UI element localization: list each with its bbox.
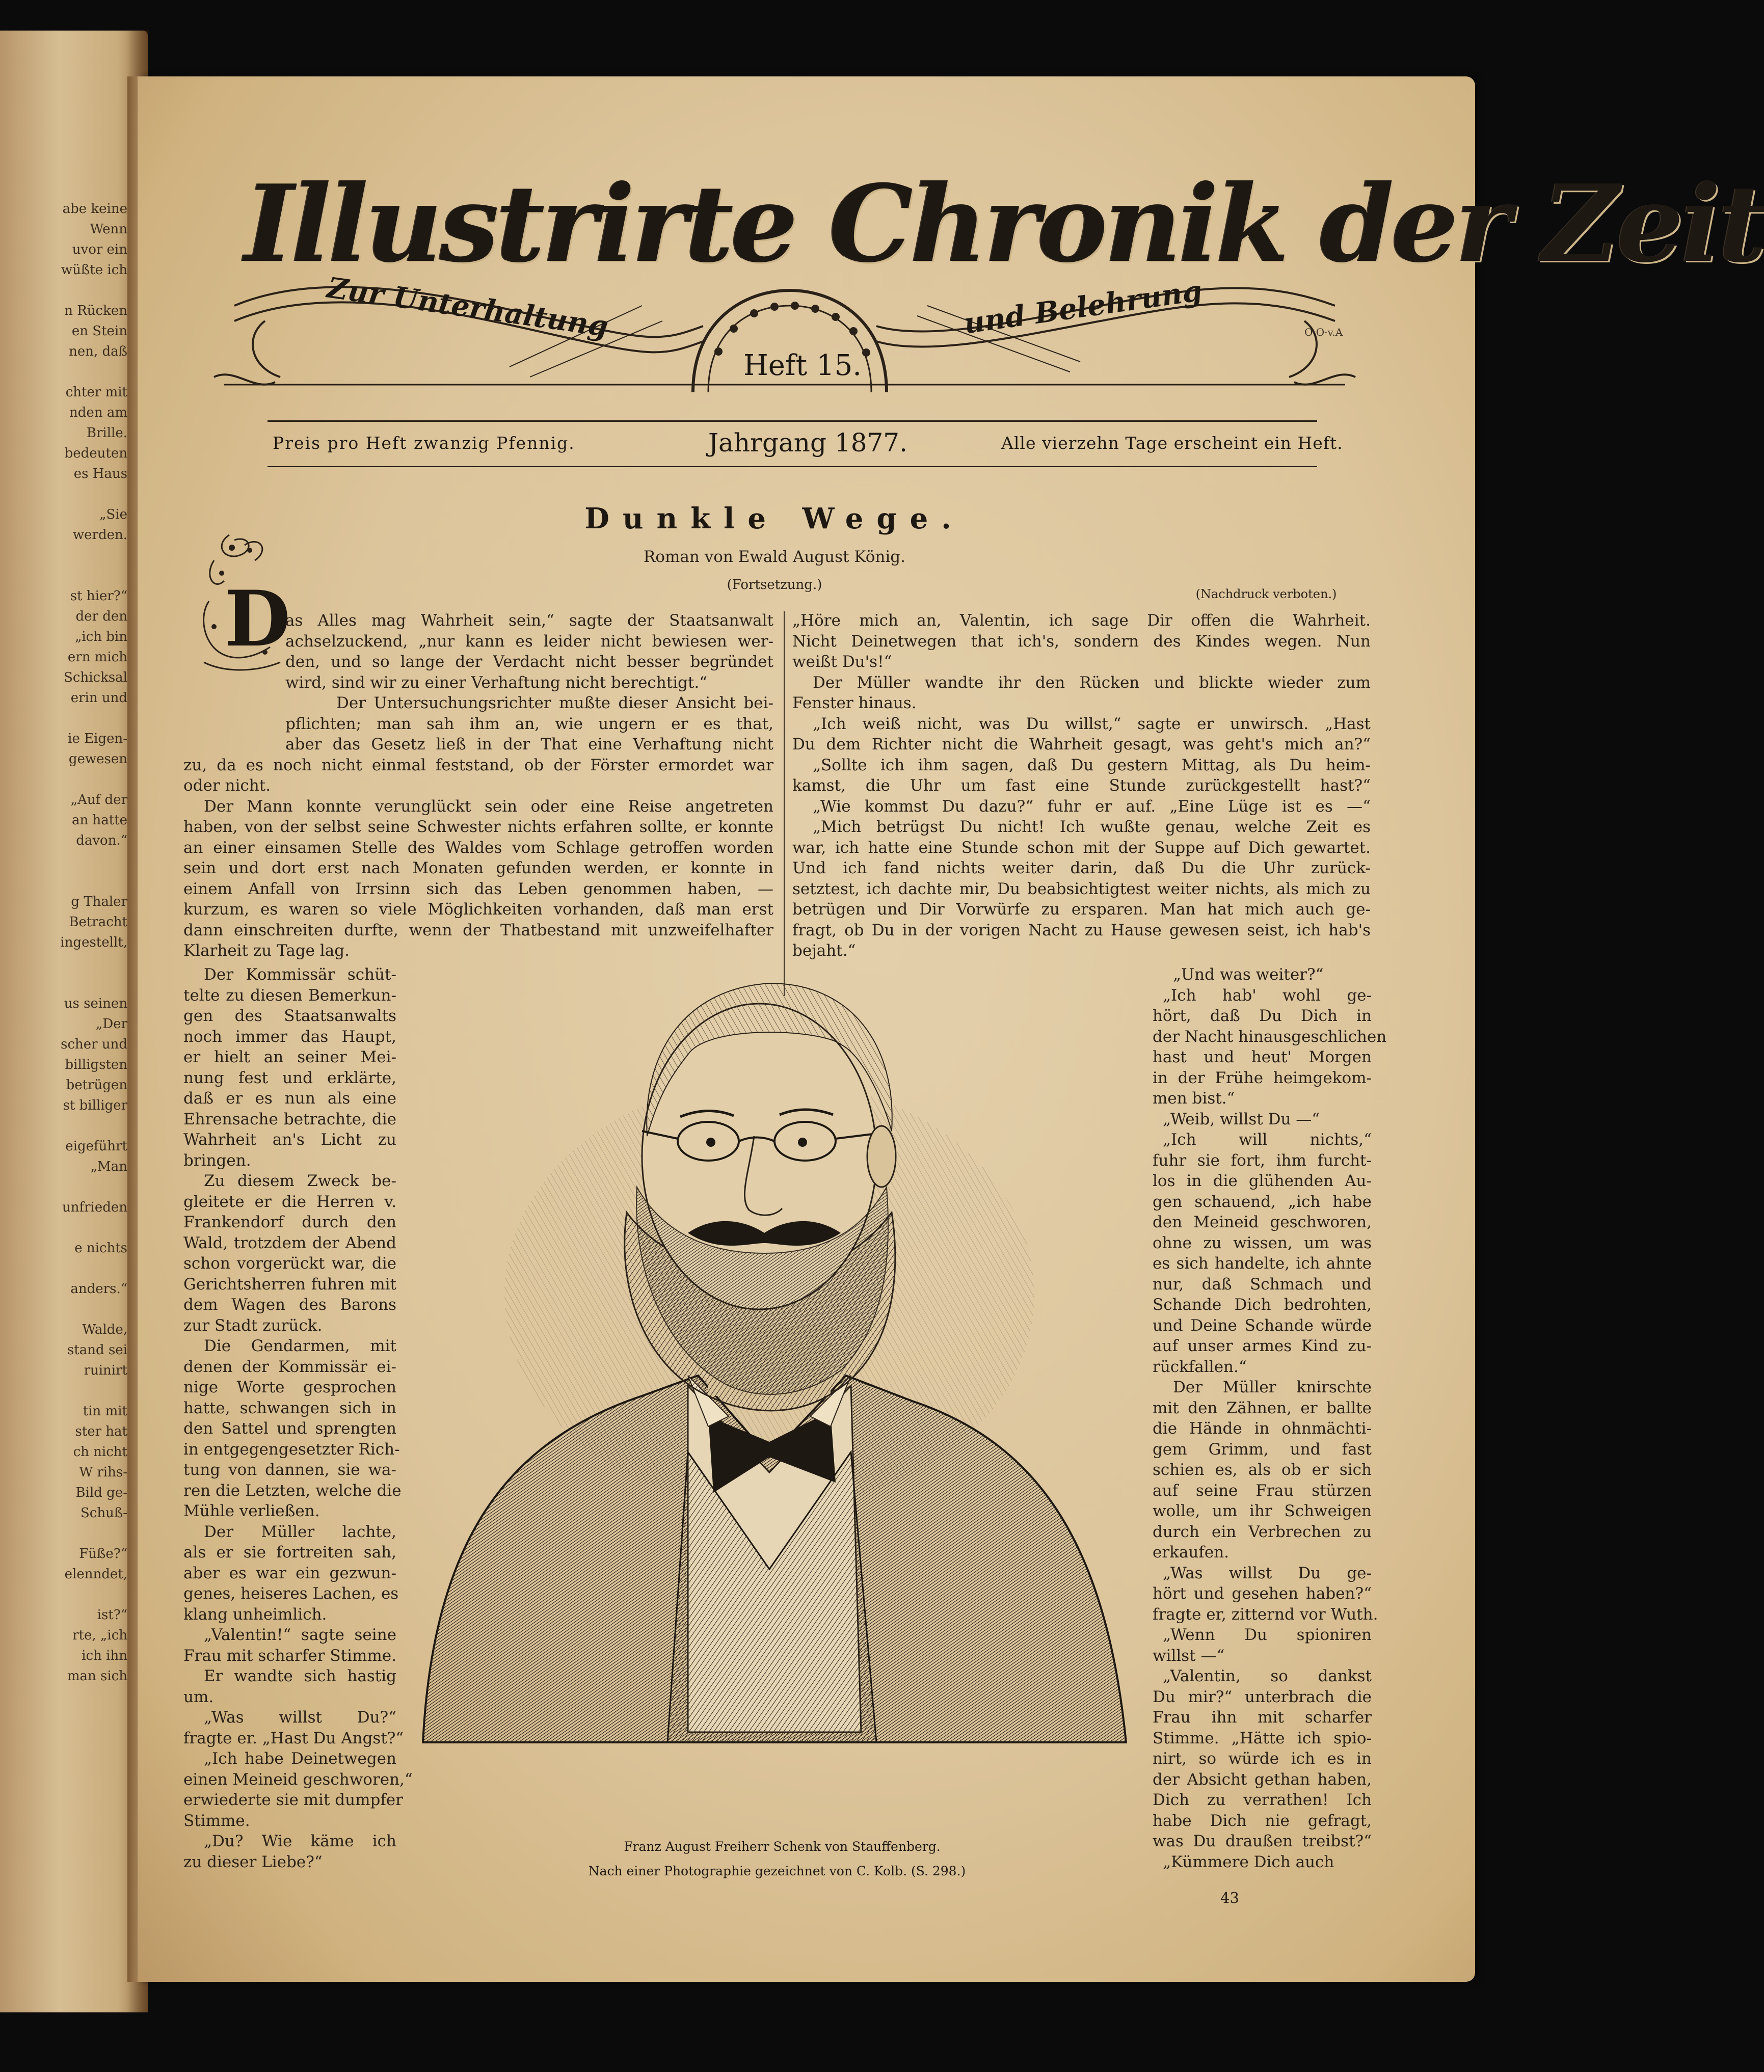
previous-page-fragment: stand sei	[67, 1342, 127, 1358]
article-author: Roman von Ewald August König.	[644, 548, 905, 566]
text-line: „Valentin, so dankst	[1163, 1667, 1372, 1685]
text-line: „Ich habe Deinetwegen	[204, 1750, 396, 1768]
text-line: Dich zu verrathen! Ich	[1153, 1791, 1372, 1809]
text-line: sein und dort erst nach Monaten gefunden werden, er konnte in	[183, 859, 773, 877]
masthead-subtitle-left: Zur Unterhaltung	[325, 271, 610, 344]
previous-page-fragment	[25, 1258, 127, 1279]
text-line: einen Meineid geschworen,“	[183, 1770, 413, 1789]
previous-page-fragment: elenndet,	[64, 1567, 127, 1582]
text-line: an einer einsamen Stelle des Waldes vom Schlage getroffen worden	[183, 838, 773, 857]
previous-page-fragment	[25, 545, 127, 566]
text-line: wolle, um ihr Schweigen	[1153, 1502, 1372, 1520]
text-line: Du dem Richter nicht die Wahrheit gesagt, was geht's mich an?“	[792, 735, 1371, 754]
previous-page-fragment: an hatte	[71, 813, 127, 828]
frequency-info: Alle vierzehn Tage erscheint ein Heft.	[1001, 433, 1343, 453]
previous-page-fragment: ingestellt,	[60, 935, 127, 950]
portrait-caption-name: Franz August Freiherr Schenk von Stauffenberg.	[624, 1839, 941, 1854]
text-line: nur, daß Schmach und	[1153, 1275, 1372, 1294]
text-line: auf seine Frau stürzen	[1153, 1481, 1372, 1500]
previous-page-fragment: bedeuten	[64, 446, 127, 461]
text-line: zu, da es noch nicht einmal feststand, ob der Förster ermordet war	[183, 756, 773, 774]
article-continuation: (Fortsetzung.)	[727, 577, 822, 593]
previous-page-fragment: Brille.	[86, 425, 127, 441]
column-right-narrow	[1153, 964, 1387, 1872]
previous-page-fragment: wüßte ich	[61, 262, 127, 278]
previous-page-fragment	[25, 953, 127, 973]
text-line: betrügen und Dir Vorwürfe zu ersparen. Man hat mich auch ge-	[792, 900, 1371, 919]
text-line: ren die Letzten, welche die	[183, 1481, 402, 1500]
previous-page	[0, 31, 148, 2012]
text-line: den Sattel und sprengten	[183, 1419, 396, 1438]
previous-page-fragment: unfrieden	[62, 1200, 127, 1215]
previous-page-fragment	[25, 566, 127, 586]
text-line: fuhr sie fort, ihm furcht-	[1153, 1151, 1372, 1170]
text-line: Frau mit scharfer Stimme.	[183, 1646, 396, 1665]
dropcap-ornament	[194, 525, 296, 678]
text-line: Er wandte sich hastig	[204, 1667, 396, 1685]
text-line: fragte er, zitternd vor Wuth.	[1153, 1605, 1378, 1624]
text-line: einem Anfall von Irrsinn sich das Leben genommen haben, —	[183, 879, 773, 898]
text-line: Der Müller knirschte	[1173, 1378, 1372, 1396]
column-divider	[784, 611, 785, 996]
text-line: Frau ihn mit scharfer	[1153, 1708, 1372, 1727]
text-line: „Ich hab' wohl ge-	[1163, 986, 1372, 1005]
previous-page-fragment	[25, 1584, 127, 1605]
text-line: in entgegengesetzter Rich-	[183, 1440, 400, 1459]
text-line: los in die glühenden Au-	[1153, 1172, 1372, 1190]
engraver-mark: O·O·v.A	[1304, 326, 1343, 338]
previous-page-fragment: Bild ge-	[75, 1485, 127, 1500]
text-line: „Und was weiter?“	[1173, 965, 1324, 984]
text-line: Schande Dich bedrohten,	[1153, 1296, 1372, 1314]
text-line: Wahrheit an's Licht zu	[183, 1131, 396, 1149]
previous-page-fragment: „Man	[90, 1159, 127, 1174]
previous-page-fragment	[25, 973, 127, 993]
previous-page-fragment: ch nicht	[73, 1444, 127, 1460]
text-line: Und ich fand nichts weiter darin, daß Du die Uhr zurück-	[792, 859, 1371, 877]
previous-page-fragment: scher und	[61, 1037, 127, 1052]
previous-page-fragment: tin mit	[83, 1404, 127, 1419]
text-line: gen schauend, „ich habe	[1153, 1192, 1372, 1211]
text-line: willst —“	[1153, 1646, 1225, 1665]
text-line: zu dieser Liebe?“	[183, 1852, 323, 1871]
previous-page-fragment: gewesen	[68, 751, 127, 767]
previous-page-fragment: billigsten	[65, 1057, 127, 1072]
text-line: „Mich betrügst Du nicht! Ich wußte genau, welche Zeit es	[813, 818, 1371, 836]
previous-page-fragment: ruinirt	[84, 1363, 127, 1378]
text-line: fragt, ob Du in der vorigen Nacht zu Hause gewesen seist, ich hab's	[792, 921, 1371, 939]
previous-page-fragment: W rihs-	[79, 1465, 127, 1480]
text-line: daß er es nun als eine	[183, 1089, 396, 1108]
text-line: um.	[183, 1687, 214, 1706]
previous-page-fragment: st billiger	[63, 1098, 127, 1113]
text-line: der Absicht gethan haben,	[1153, 1770, 1372, 1789]
text-line: erkaufen.	[1153, 1543, 1230, 1562]
previous-page-fragment: anders.“	[70, 1281, 127, 1297]
text-line: schien es, als ob er sich	[1153, 1461, 1372, 1479]
text-line: Ehrensache betrachte, die	[183, 1110, 396, 1128]
text-line: gem Grimm, und fast	[1153, 1440, 1372, 1459]
text-line: erwiederte sie mit dumpfer	[183, 1791, 403, 1809]
text-line: haben, von der selbst seine Schwester nichts erfahren sollte, er konnte	[183, 818, 773, 836]
previous-page-fragment: Füße?“	[79, 1546, 127, 1562]
text-line: noch immer das Haupt,	[183, 1027, 396, 1046]
text-line: hört und gesehen haben?“	[1153, 1584, 1372, 1603]
text-line: bringen.	[183, 1151, 251, 1170]
previous-page-fragment	[25, 708, 127, 729]
text-line: Du mir?“ unterbrach die	[1153, 1687, 1372, 1706]
text-line: Nicht Deinetwegen that ich's, sondern des Kindes wegen. Nun	[792, 632, 1371, 651]
dropcap-letter: D	[224, 574, 291, 664]
previous-page-fragment: n Rücken	[64, 303, 127, 318]
text-line: nige Worte gesprochen	[183, 1378, 396, 1396]
text-line: as Alles mag Wahrheit sein,“ sagte der Staatsanwalt	[285, 611, 773, 630]
text-line: achselzuckend, „nur kann es leider nicht bewiesen wer-	[285, 632, 773, 651]
text-line: wird, sind wir zu einer Verhaftung nicht berechtigt.“	[285, 673, 708, 692]
masthead	[204, 153, 1764, 408]
text-line: es sich handelte, ich ahnte	[1153, 1254, 1372, 1273]
text-line: hört, daß Du Dich in	[1153, 1007, 1372, 1025]
text-line: Der Untersuchungsrichter mußte dieser Ansicht bei-	[336, 694, 773, 712]
masthead-subtitle-right: und Belehrung	[961, 274, 1205, 341]
reprint-note: (Nachdruck verboten.)	[1195, 587, 1337, 601]
previous-page-fragment: werden.	[72, 527, 127, 543]
text-line: Mühle verließen.	[183, 1502, 320, 1520]
previous-page-fragment: Betracht	[69, 914, 127, 930]
text-line: kamst, die Uhr um fast eine Stunde zurückgestellt hast?“	[792, 776, 1371, 795]
text-line: bejaht.“	[792, 941, 856, 960]
text-line: und Deine Schande würde	[1153, 1316, 1372, 1335]
text-line: Gerichtsherren fuhren mit	[183, 1275, 396, 1294]
text-line: nirt, so würde ich es in	[1153, 1750, 1372, 1768]
text-line: klang unheimlich.	[183, 1605, 327, 1624]
previous-page-fragment: rte, „ich	[72, 1628, 127, 1643]
text-line: Stimme.	[183, 1811, 250, 1830]
previous-page-fragment	[25, 280, 127, 301]
previous-page-fragment	[25, 1523, 127, 1544]
previous-page-fragment: e nichts	[74, 1241, 127, 1256]
text-line: setztest, ich dachte mir, Du beabsichtigtest weiter nichts, als mich zu	[792, 879, 1371, 898]
text-line: der Nacht hinausgeschlichen	[1153, 1027, 1387, 1046]
previous-page-fragment: Walde,	[82, 1322, 127, 1337]
article-title: Dunkle Wege.	[584, 502, 965, 535]
previous-page-text-fragments	[25, 199, 127, 1686]
text-line: nung fest und erklärte,	[183, 1068, 396, 1087]
text-line: was Du draußen treibst?“	[1153, 1832, 1372, 1850]
text-line: mit den Zähnen, er ballte	[1153, 1398, 1372, 1417]
previous-page-fragment	[25, 1177, 127, 1197]
text-line: Zu diesem Zweck be-	[204, 1172, 396, 1190]
previous-page-fragment: ern mich	[67, 650, 127, 665]
text-line: hast und heut' Morgen	[1153, 1048, 1372, 1066]
text-line: „Höre mich an, Valentin, ich sage Dir offen die Wahrheit.	[792, 611, 1371, 630]
previous-page-fragment: „Auf der	[70, 792, 127, 808]
text-line: Der Müller wandte ihr den Rücken und blickte wieder zum	[813, 673, 1371, 692]
text-line: durch ein Verbrechen zu	[1153, 1522, 1372, 1541]
issue-number: Heft 15.	[743, 349, 862, 382]
text-line: kurzum, es waren so viele Möglichkeiten vorhanden, daß man erst	[183, 900, 773, 919]
text-line: gen des Staatsanwalts	[183, 1007, 396, 1025]
previous-page-fragment: „ich bin	[74, 629, 127, 644]
text-line: weißt Du's!“	[792, 653, 892, 671]
masthead-title: Illustrirte Chronik der Zeit	[245, 162, 1764, 286]
text-line: in der Frühe heimgekom-	[1153, 1068, 1372, 1087]
text-line: pflichten; man sah ihm an, wie ungern er es that,	[285, 714, 773, 733]
previous-page-fragment: eigeführt	[65, 1139, 127, 1154]
text-line: dann einschreiten durfte, wenn der Thatbestand mit unzweifelhafter	[183, 921, 773, 939]
previous-page-fragment	[25, 362, 127, 382]
text-line: „Wie kommst Du dazu?“ fuhr er auf. „Eine Lüge ist es —“	[813, 797, 1371, 816]
text-line: schon vorgerückt war, die	[183, 1254, 396, 1273]
text-line: habe Dich nie gefragt,	[1153, 1811, 1372, 1830]
text-line: oder nicht.	[183, 776, 271, 795]
text-line: „Sollte ich ihm sagen, daß Du gestern Mittag, als Du heim-	[813, 756, 1371, 774]
previous-page-fragment: der den	[75, 609, 127, 624]
text-line: zur Stadt zurück.	[183, 1316, 323, 1335]
text-line: telte zu diesen Bemerkun-	[183, 986, 396, 1005]
previous-page-fragment: Schicksal	[64, 670, 127, 685]
previous-page-fragment: ie Eigen-	[68, 731, 127, 746]
previous-page-fragment: Wenn	[90, 222, 127, 237]
previous-page-fragment: en Stein	[71, 324, 127, 339]
previous-page-fragment: erin und	[70, 690, 127, 706]
previous-page-fragment: betrügen	[66, 1078, 127, 1093]
text-line: men bist.“	[1153, 1089, 1235, 1108]
text-line: fragte er. „Hast Du Angst?“	[183, 1729, 404, 1747]
previous-page-fragment: abe keine	[62, 201, 127, 217]
text-line: Klarheit zu Tage lag.	[183, 941, 350, 960]
text-line: tung von dannen, sie wa-	[183, 1461, 396, 1479]
previous-page-fragment: ich ihn	[82, 1648, 127, 1663]
text-line: „Weib, willst Du —“	[1163, 1110, 1320, 1128]
text-line: ohne zu wissen, um was	[1153, 1233, 1372, 1252]
previous-page-fragment	[25, 871, 127, 892]
text-line: „Wenn Du spioniren	[1163, 1626, 1372, 1644]
text-line: aber das Gesetz ließ in der That eine Verhaftung nicht	[285, 735, 773, 754]
text-line: hatte, schwangen sich in	[183, 1398, 396, 1417]
text-line: gleitete er die Herren v.	[183, 1192, 396, 1211]
text-line: Wald, trotzdem der Abend	[183, 1233, 396, 1252]
column-left-top	[183, 610, 773, 961]
text-line: „Ich weiß nicht, was Du willst,“ sagte er unwirsch. „Hast	[813, 714, 1371, 733]
text-line: er hielt an seiner Mei-	[183, 1048, 396, 1066]
text-line: denen der Kommissär ei-	[183, 1357, 396, 1376]
text-line: den, und so lange der Verdacht nicht besser begründet	[285, 653, 773, 671]
text-line: rückfallen.“	[1153, 1357, 1247, 1376]
previous-page-fragment: uvor ein	[72, 242, 127, 257]
text-line: „Valentin!“ sagte seine	[204, 1626, 396, 1644]
text-line: „Du? Wie käme ich	[204, 1832, 396, 1850]
portrait-engraving	[403, 968, 1146, 1829]
previous-page-fragment: ster hat	[75, 1424, 127, 1439]
previous-page-fragment	[25, 1218, 127, 1238]
portrait-caption-credit: Nach einer Photographie gezeichnet von C. Kolb. (S. 298.)	[588, 1864, 966, 1878]
previous-page-fragment	[25, 1381, 127, 1401]
previous-page-fragment: „Sie	[99, 507, 127, 522]
previous-page-fragment: g Thaler	[71, 894, 127, 909]
year-info: Jahrgang 1877.	[708, 428, 908, 458]
text-line: „Ich will nichts,“	[1163, 1131, 1372, 1149]
text-line: Fenster hinaus.	[792, 694, 917, 712]
text-line: „Was willst Du?“	[204, 1708, 396, 1727]
text-line: „Kümmere Dich auch	[1163, 1852, 1334, 1871]
masthead-rule	[268, 420, 1317, 422]
previous-page-fragment: st hier?“	[70, 588, 127, 604]
previous-page-fragment: us seinen	[64, 996, 127, 1011]
previous-page-fragment: Schuß-	[80, 1505, 127, 1521]
previous-page-fragment	[25, 769, 127, 790]
text-line: genes, heiseres Lachen, es	[183, 1584, 399, 1603]
text-line: war, ich hatte eine Stunde schon mit der Suppe auf Dich gewartet.	[792, 838, 1371, 857]
text-line: dem Wagen des Barons	[183, 1296, 396, 1314]
previous-page-fragment	[25, 484, 127, 504]
previous-page-fragment: chter mit	[65, 385, 127, 400]
previous-page-fragment: man sich	[67, 1669, 127, 1684]
previous-page-fragment: „Der	[95, 1016, 127, 1032]
previous-page-fragment	[25, 1299, 127, 1320]
text-line: aber es war ein gezwun-	[183, 1564, 396, 1582]
price-info: Preis pro Heft zwanzig Pfennig.	[273, 433, 575, 453]
previous-page-fragment: nden am	[69, 405, 127, 420]
text-line: Der Kommissär schüt-	[204, 965, 396, 984]
text-line: „Was willst Du ge-	[1163, 1564, 1372, 1582]
info-rule	[268, 466, 1317, 467]
page-number: 43	[1220, 1889, 1239, 1906]
text-line: den Meineid geschworen,	[1153, 1213, 1372, 1231]
previous-page-fragment: es Haus	[73, 466, 127, 481]
text-line: Frankendorf durch den	[183, 1213, 396, 1231]
column-right-top	[792, 610, 1371, 961]
text-line: die Hände in ohnmächti-	[1153, 1419, 1372, 1438]
previous-page-fragment	[25, 851, 127, 871]
text-line: auf unser armes Kind zu-	[1153, 1337, 1372, 1355]
text-line: Der Mann konnte verunglückt sein oder eine Reise angetreten	[204, 797, 773, 816]
previous-page-fragment: nen, daß	[69, 344, 127, 359]
previous-page-fragment: ist?“	[97, 1607, 127, 1623]
text-line: als er sie fortreiten sah,	[183, 1543, 396, 1562]
text-line: Der Müller lachte,	[204, 1522, 396, 1541]
previous-page-fragment: davon.“	[76, 833, 127, 848]
previous-page-fragment	[25, 1116, 127, 1136]
column-left-narrow	[183, 964, 413, 1872]
text-line: Die Gendarmen, mit	[204, 1337, 396, 1355]
text-line: Stimme. „Hätte ich spio-	[1153, 1729, 1372, 1747]
